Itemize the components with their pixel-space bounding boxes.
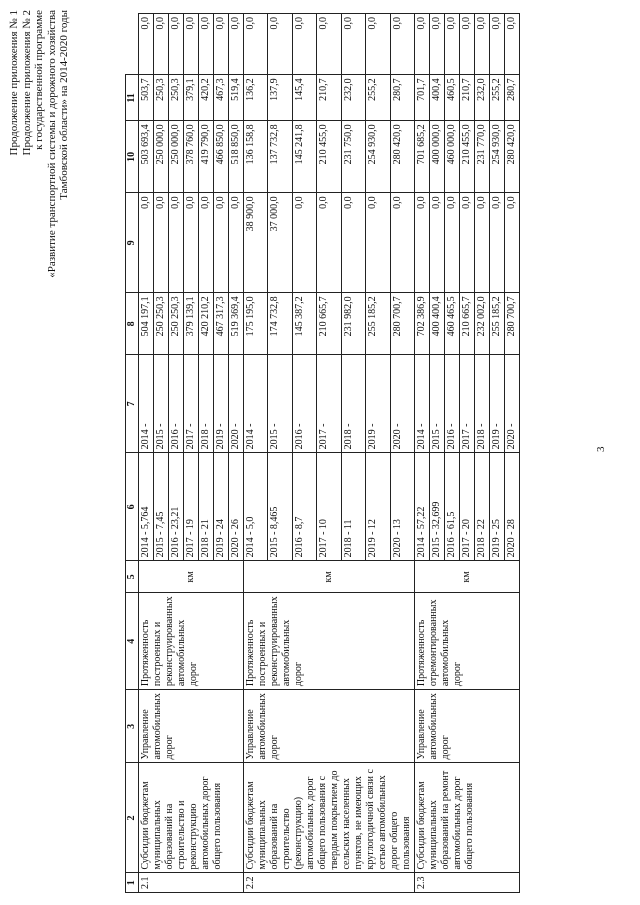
federal-budget-cell: 0,0 (229, 193, 244, 293)
regional-budget-cell: 145 241,8 (292, 121, 316, 193)
section-name-cell: Субсидии бюджетам муниципальных образований на строительство и реконструкцию автомобильных дорог общего пользования (139, 763, 244, 873)
federal-budget-cell: 0,0 (445, 193, 460, 293)
other-sources-cell: 0,0 (214, 14, 229, 75)
other-sources-cell: 0,0 (490, 14, 505, 75)
local-budget-cell: 255,2 (490, 75, 505, 121)
unit-cell: км (415, 561, 520, 593)
local-budget-cell: 701,7 (415, 75, 430, 121)
target-value-cell: 2019 - 24 (214, 453, 229, 561)
table-row (139, 14, 154, 893)
column-number-header: 2 (126, 763, 139, 873)
regional-budget-cell: 518 850,0 (229, 121, 244, 193)
target-value-cell: 2015 - 7,45 (154, 453, 169, 561)
target-value-cell: 2014 - 5,764 (139, 453, 154, 561)
regional-budget-cell: 231 770,0 (475, 121, 490, 193)
table-row (244, 14, 268, 893)
regional-budget-cell: 250 000,0 (169, 121, 184, 193)
total-funding-cell: 255 185,2 (490, 293, 505, 355)
total-funding-cell: 145 387,2 (292, 293, 316, 355)
target-value-cell: 2017 - 10 (317, 453, 341, 561)
year-cell: 2020 - (390, 355, 414, 453)
federal-budget-cell: 0,0 (475, 193, 490, 293)
year-cell: 2017 - (317, 355, 341, 453)
column-number-header: 9 (126, 193, 139, 293)
section-number-cell: 2.1 (139, 873, 244, 893)
local-budget-cell: 210,7 (317, 75, 341, 121)
other-sources-cell: 0,0 (154, 14, 169, 75)
regional-budget-cell: 250 000,0 (154, 121, 169, 193)
local-budget-cell: 232,0 (341, 75, 365, 121)
local-budget-cell: 503,7 (139, 75, 154, 121)
federal-budget-cell: 0,0 (292, 193, 316, 293)
federal-budget-cell: 0,0 (169, 193, 184, 293)
year-cell: 2020 - (505, 355, 520, 453)
indicator-cell: Протяженность построенных и реконструированных автомобильных дорог (139, 593, 244, 690)
header-line: Продолжение приложения № 1 (8, 10, 20, 156)
local-budget-cell: 255,2 (366, 75, 390, 121)
federal-budget-cell: 0,0 (184, 193, 199, 293)
target-value-cell: 2015 - 8,465 (268, 453, 292, 561)
regional-budget-cell: 137 732,8 (268, 121, 292, 193)
total-funding-cell: 504 197,1 (139, 293, 154, 355)
year-cell: 2018 - (341, 355, 365, 453)
year-cell: 2019 - (490, 355, 505, 453)
target-value-cell: 2017 - 20 (460, 453, 475, 561)
other-sources-cell: 0,0 (445, 14, 460, 75)
target-value-cell: 2015 - 32,699 (430, 453, 445, 561)
total-funding-cell: 519 369,4 (229, 293, 244, 355)
federal-budget-cell: 0,0 (390, 193, 414, 293)
federal-budget-cell: 0,0 (341, 193, 365, 293)
total-funding-cell: 280 700,7 (390, 293, 414, 355)
local-budget-cell: 210,7 (460, 75, 475, 121)
header-line: Тамбовской области» на 2014-2020 годы (58, 10, 70, 200)
other-sources-cell: 0,0 (244, 14, 268, 75)
target-value-cell: 2014 - 5,0 (244, 453, 268, 561)
unit-cell: км (244, 561, 415, 593)
other-sources-cell: 0,0 (390, 14, 414, 75)
total-funding-cell: 280 700,7 (505, 293, 520, 355)
local-budget-cell: 420,2 (199, 75, 214, 121)
year-cell: 2014 - (415, 355, 430, 453)
total-funding-cell: 175 195,0 (244, 293, 268, 355)
target-value-cell: 2018 - 22 (475, 453, 490, 561)
target-value-cell: 2020 - 13 (390, 453, 414, 561)
target-value-cell: 2017 - 19 (184, 453, 199, 561)
year-cell: 2016 - (169, 355, 184, 453)
regional-budget-cell: 231 750,0 (341, 121, 365, 193)
regional-budget-cell: 503 693,4 (139, 121, 154, 193)
regional-budget-cell: 254 930,0 (490, 121, 505, 193)
target-value-cell: 2016 - 8,7 (292, 453, 316, 561)
section-number-cell: 2.2 (244, 873, 415, 893)
regional-budget-cell: 378 760,0 (184, 121, 199, 193)
total-funding-cell: 460 465,5 (445, 293, 460, 355)
target-value-cell: 2016 - 23,21 (169, 453, 184, 561)
total-funding-cell: 255 185,2 (366, 293, 390, 355)
header-line: к государственной программе (33, 10, 45, 150)
regional-budget-cell: 280 420,0 (390, 121, 414, 193)
federal-budget-cell: 0,0 (430, 193, 445, 293)
target-value-cell: 2014 - 57,22 (415, 453, 430, 561)
federal-budget-cell: 0,0 (214, 193, 229, 293)
header-line: «Развитие транспортной системы и дорожного хозяйства (45, 10, 58, 278)
year-cell: 2019 - (214, 355, 229, 453)
program-table (125, 13, 520, 893)
federal-budget-cell: 37 000,0 (268, 193, 292, 293)
local-budget-cell: 280,7 (390, 75, 414, 121)
regional-budget-cell: 210 455,0 (317, 121, 341, 193)
column-number-header: 11 (126, 75, 139, 121)
year-cell: 2018 - (475, 355, 490, 453)
regional-budget-cell: 466 850,0 (214, 121, 229, 193)
federal-budget-cell: 0,0 (415, 193, 430, 293)
indicator-cell: Протяженность построенных и реконструированных автомобильных дорог (244, 593, 415, 690)
year-cell: 2015 - (268, 355, 292, 453)
year-cell: 2017 - (184, 355, 199, 453)
local-budget-cell: 519,4 (229, 75, 244, 121)
regional-budget-cell: 136 158,8 (244, 121, 268, 193)
indicator-cell: Протяженность отремонтированных автомобильных дорог (415, 593, 520, 690)
federal-budget-cell: 0,0 (199, 193, 214, 293)
year-cell: 2016 - (292, 355, 316, 453)
unit-cell: км (139, 561, 244, 593)
column-number-header: 6 (126, 453, 139, 561)
column-number-header: 3 (126, 690, 139, 763)
column-number-header: 8 (126, 293, 139, 355)
year-cell: 2017 - (460, 355, 475, 453)
target-value-cell: 2016 - 61,5 (445, 453, 460, 561)
federal-budget-cell: 0,0 (366, 193, 390, 293)
header-line: Продолжение приложения № 2 (20, 10, 33, 156)
table-row (415, 14, 430, 893)
column-number-header: 7 (126, 355, 139, 453)
other-sources-cell: 0,0 (475, 14, 490, 75)
total-funding-cell: 400 400,4 (430, 293, 445, 355)
other-sources-cell: 0,0 (292, 14, 316, 75)
column-number-header: 1 (126, 873, 139, 893)
year-cell: 2018 - (199, 355, 214, 453)
appendix-header (8, 10, 71, 278)
federal-budget-cell: 0,0 (460, 193, 475, 293)
federal-budget-cell: 0,0 (317, 193, 341, 293)
federal-budget-cell: 0,0 (490, 193, 505, 293)
local-budget-cell: 137,9 (268, 75, 292, 121)
regional-budget-cell: 460 000,0 (445, 121, 460, 193)
total-funding-cell: 467 317,3 (214, 293, 229, 355)
executor-cell: Управление автомобильных дорог (415, 690, 520, 763)
total-funding-cell: 210 665,7 (460, 293, 475, 355)
local-budget-cell: 379,1 (184, 75, 199, 121)
year-cell: 2016 - (445, 355, 460, 453)
executor-cell: Управление автомобильных дорог (139, 690, 244, 763)
total-funding-cell: 210 665,7 (317, 293, 341, 355)
target-value-cell: 2020 - 26 (229, 453, 244, 561)
other-sources-cell: 0,0 (317, 14, 341, 75)
year-cell: 2020 - (229, 355, 244, 453)
federal-budget-cell: 0,0 (139, 193, 154, 293)
year-cell: 2015 - (154, 355, 169, 453)
regional-budget-cell: 419 790,0 (199, 121, 214, 193)
regional-budget-cell: 210 455,0 (460, 121, 475, 193)
federal-budget-cell: 0,0 (154, 193, 169, 293)
total-funding-cell: 232 002,0 (475, 293, 490, 355)
section-number-cell: 2.3 (415, 873, 520, 893)
section-name-cell: Субсидии бюджетам муниципальных образований на ремонт автомобильных дорог общего пользования (415, 763, 520, 873)
column-number-header: 5 (126, 561, 139, 593)
page-number: 3 (595, 446, 607, 452)
other-sources-cell: 0,0 (169, 14, 184, 75)
regional-budget-cell: 400 000,0 (430, 121, 445, 193)
other-sources-cell: 0,0 (415, 14, 430, 75)
other-sources-cell: 0,0 (199, 14, 214, 75)
regional-budget-cell: 701 685,2 (415, 121, 430, 193)
local-budget-cell: 467,3 (214, 75, 229, 121)
local-budget-cell: 280,7 (505, 75, 520, 121)
target-value-cell: 2019 - 12 (366, 453, 390, 561)
other-sources-cell: 0,0 (460, 14, 475, 75)
local-budget-cell: 145,4 (292, 75, 316, 121)
local-budget-cell: 232,0 (475, 75, 490, 121)
total-funding-cell: 379 139,1 (184, 293, 199, 355)
federal-budget-cell: 0,0 (505, 193, 520, 293)
total-funding-cell: 250 250,3 (169, 293, 184, 355)
year-cell: 2019 - (366, 355, 390, 453)
total-funding-cell: 250 250,3 (154, 293, 169, 355)
federal-budget-cell: 38 900,0 (244, 193, 268, 293)
local-budget-cell: 136,2 (244, 75, 268, 121)
column-number-header: 10 (126, 121, 139, 193)
local-budget-cell: 250,3 (154, 75, 169, 121)
target-value-cell: 2019 - 25 (490, 453, 505, 561)
local-budget-cell: 250,3 (169, 75, 184, 121)
total-funding-cell: 420 210,2 (199, 293, 214, 355)
column-numbers-row (126, 14, 139, 893)
target-value-cell: 2020 - 28 (505, 453, 520, 561)
total-funding-cell: 174 732,8 (268, 293, 292, 355)
other-sources-cell: 0,0 (229, 14, 244, 75)
local-budget-cell: 400,4 (430, 75, 445, 121)
total-funding-cell: 702 386,9 (415, 293, 430, 355)
other-sources-cell: 0,0 (505, 14, 520, 75)
other-sources-cell: 0,0 (184, 14, 199, 75)
other-sources-cell: 0,0 (341, 14, 365, 75)
total-funding-cell: 231 982,0 (341, 293, 365, 355)
regional-budget-cell: 254 930,0 (366, 121, 390, 193)
other-sources-cell: 0,0 (430, 14, 445, 75)
target-value-cell: 2018 - 21 (199, 453, 214, 561)
table-body (139, 14, 520, 893)
local-budget-cell: 460,5 (445, 75, 460, 121)
executor-cell: Управление автомобильных дорог (244, 690, 415, 763)
target-value-cell: 2018 - 11 (341, 453, 365, 561)
year-cell: 2014 - (244, 355, 268, 453)
other-sources-cell: 0,0 (366, 14, 390, 75)
year-cell: 2015 - (430, 355, 445, 453)
other-sources-cell: 0,0 (139, 14, 154, 75)
section-name-cell: Субсидии бюджетам муниципальных образований на строительство (реконструкцию) автомобильных дорог общего пользования с твердым покрытием до сельских населенных пунктов, не имеющих круглогодичной связи с сетью автомобильных дорог общего пользования (244, 763, 415, 873)
year-cell: 2014 - (139, 355, 154, 453)
regional-budget-cell: 280 420,0 (505, 121, 520, 193)
column-number-header: 4 (126, 593, 139, 690)
other-sources-cell: 0,0 (268, 14, 292, 75)
